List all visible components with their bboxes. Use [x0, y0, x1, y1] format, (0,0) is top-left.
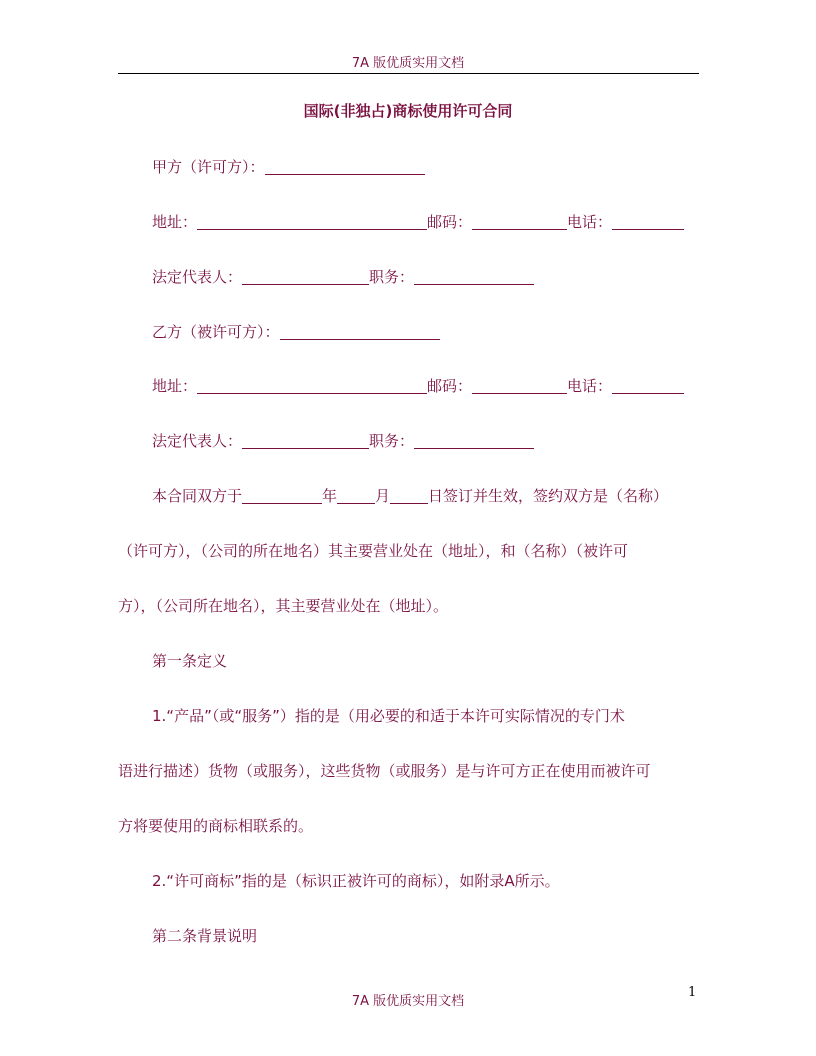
definition-2-line: 2.“许可商标”指的是（标识正被许可的商标），如附录A所示。: [152, 872, 560, 890]
intro-text-c: 日签订并生效，签约双方是（名称）: [428, 487, 669, 505]
year-label: 年: [322, 487, 338, 505]
address-a-label: 地址：: [152, 213, 198, 231]
definition-1-line-3: 方将要使用的商标相联系的。: [118, 817, 314, 835]
date-month-blank: [337, 487, 375, 504]
header-text: 7A 版优质实用文档: [351, 56, 465, 71]
address-a-blank: [197, 213, 427, 230]
month-label: 月: [375, 487, 391, 505]
footer-text: 7A 版优质实用文档: [351, 994, 465, 1009]
intro-line-2: （许可方），（公司的所在地名）其主要营业处在（地址），和（名称）（被许可: [118, 542, 629, 560]
page-number: 1: [688, 985, 697, 1000]
party-b-blank: [280, 323, 440, 340]
rep-b-blank: [242, 432, 369, 449]
header-rule: [118, 73, 699, 74]
position-b-label: 职务：: [369, 432, 415, 450]
address-b-label: 地址：: [152, 377, 198, 395]
article-2-heading: 第二条背景说明: [152, 927, 258, 945]
position-b-blank: [414, 432, 534, 449]
phone-b-blank: [612, 377, 684, 394]
document-title: 国际(非独占)商标使用许可合同: [303, 102, 513, 120]
date-year-blank: [242, 487, 322, 504]
position-a-blank: [414, 268, 534, 285]
party-a-blank: [265, 158, 425, 175]
date-day-blank: [390, 487, 428, 504]
phone-a-blank: [612, 213, 684, 230]
party-b-line: [118, 322, 733, 342]
rep-b-label: 法定代表人：: [152, 432, 243, 450]
rep-a-blank: [242, 268, 369, 285]
definition-1-line-1: 1.“产品”（或“服务”）指的是（用必要的和适于本许可实际情况的专门术: [152, 707, 625, 725]
party-a-line: [118, 157, 733, 177]
phone-a-label: 电话：: [567, 213, 613, 231]
postcode-b-blank: [472, 377, 567, 394]
address-b-line: [118, 376, 733, 396]
postcode-a-blank: [472, 213, 567, 230]
rep-b-line: [118, 431, 733, 451]
rep-a-label: 法定代表人：: [152, 268, 243, 286]
position-a-label: 职务：: [369, 268, 415, 286]
intro-text-a: 本合同双方于: [152, 487, 243, 505]
postcode-b-label: 邮码：: [427, 377, 473, 395]
postcode-a-label: 邮码：: [427, 213, 473, 231]
intro-line-1: [118, 486, 733, 506]
definition-1-line-2: 语进行描述）货物（或服务），这些货物（或服务）是与许可方正在使用而被许可: [118, 762, 651, 780]
party-b-label: 乙方（被许可方）：: [152, 323, 280, 341]
intro-line-3: 方），（公司所在地名），其主要营业处在（地址）。: [118, 597, 449, 615]
article-1-heading: 第一条定义: [152, 652, 228, 670]
phone-b-label: 电话：: [567, 377, 613, 395]
rep-a-line: [118, 267, 733, 287]
address-a-line: [118, 212, 733, 232]
party-a-label: 甲方（许可方）：: [152, 158, 265, 176]
address-b-blank: [197, 377, 427, 394]
